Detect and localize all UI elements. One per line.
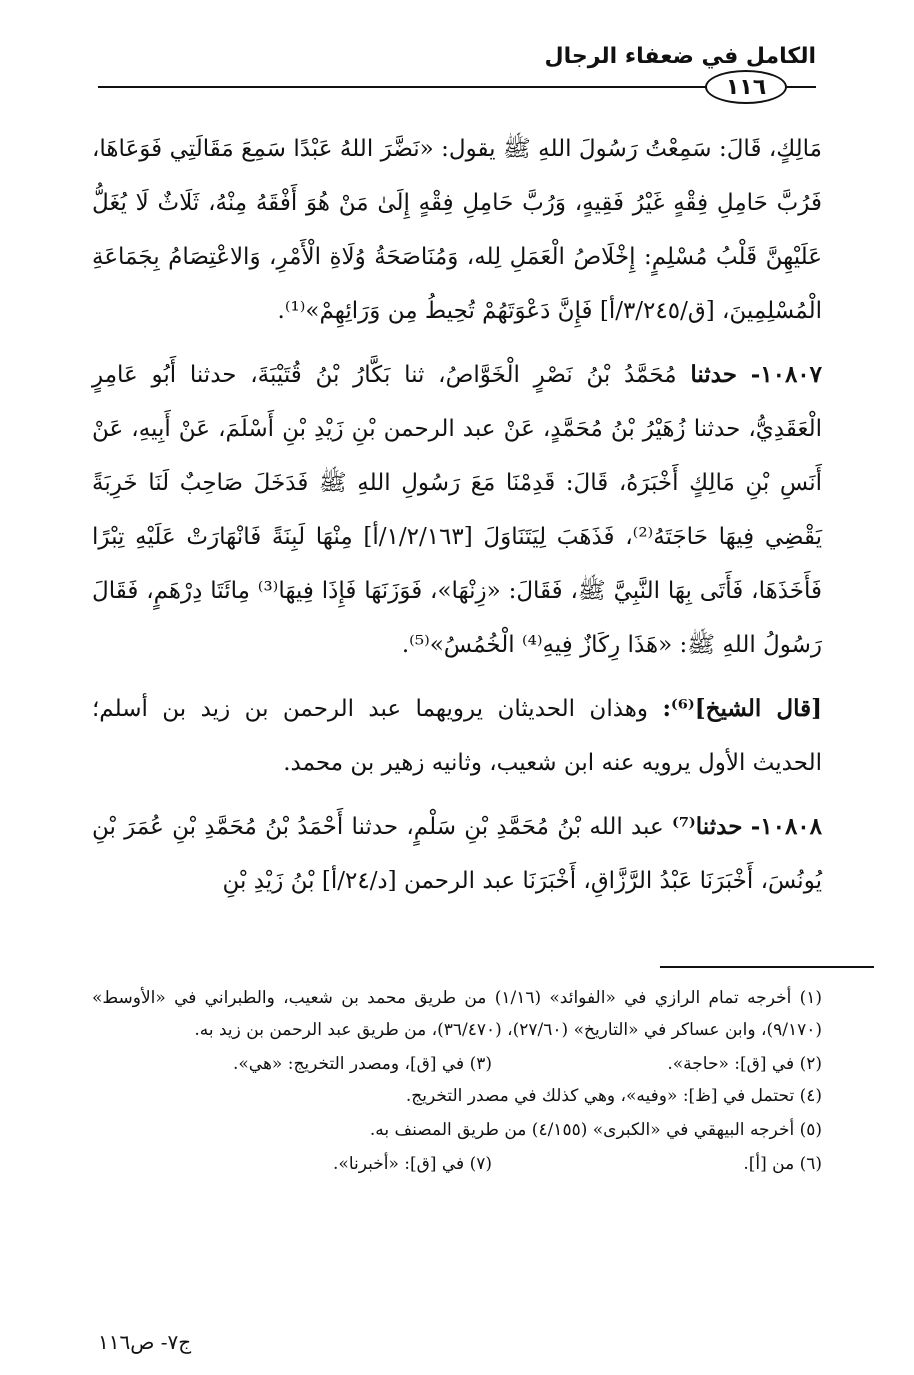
sheikh-text: وهذان الحديثان يرويهما عبد الرحمن بن زيد بن أسلم؛ الحديث الأول يرويه عنه ابن شعيب، وثانيه زهير بن محمد. xyxy=(92,696,822,776)
hadith-lead: حدثنا xyxy=(690,361,737,388)
hadith-number: ١٠٨٠٧- xyxy=(750,361,823,388)
footnote-row xyxy=(92,1148,822,1180)
footnote-4: (٤) تحتمل في [ظ]: «وفيه»، وهي كذلك في مصدر التخريج. xyxy=(405,1086,822,1106)
footnote-1: (١) أخرجه تمام الرازي في «الفوائد» (١/١٦) من طريق محمد بن شعيب، والطبراني في «الأوسط» (٩/١٧٠)، وابن عساكر في «التاريخ» (٢٧/٦٠)، (٣٦/٤٧٠)، من طريق عبد الرحمن بن زيد به. xyxy=(92,988,823,1040)
footnote-rule xyxy=(660,966,874,968)
footnote-5: (٥) أخرجه البيهقي في «الكبرى» (٤/١٥٥) من طريق المصنف به. xyxy=(369,1120,822,1140)
page-number-badge xyxy=(705,70,787,104)
volume-page-reference: ج٧- ص١١٦ xyxy=(98,1330,192,1354)
hadith-text: مُحَمَّدُ بْنُ نَصْرٍ الْخَوَّاصُ، ثنا بَكَّارُ بْنُ قُتَيْبَةَ، حدثنا أَبُو عَامِرٍ الْعَقَدِيُّ، حدثنا زُهَيْرُ بْنُ مُحَمَّدٍ، عَنْ عبد الرحمن بْنِ زَيْدِ بْنِ أَسْلَمَ، عَنْ أَبِيهِ، عَنْ أَنَسِ بْنِ مَالِكٍ أَخْبَرَهُ، قَالَ: قَدِمْنَا مَعَ رَسُولِ اللهِ ﷺ فَدَخَلَ صَاحِبٌ لَنَا خَرِبَةً يَقْضِي فِيهَا حَاجَتَهُ⁽²⁾، فَذَهَبَ لِيَتَنَاوَلَ [١/٢/١٦٣/أ] مِنْهَا لَبِنَةً فَانْهَارَتْ عَلَيْهِ تِبْرًا فَأَخَذَهَا، فَأَتَى بِهَا النَّبِيَّ ﷺ، فَقَالَ: «زِنْهَا»، فَوَزَنَهَا فَإِذَا فِيهَا⁽³⁾ مِائَتَا دِرْهَمٍ، فَقَالَ رَسُولُ اللهِ ﷺ: «هَذَا رِكَازٌ فِيهِ⁽⁴⁾ الْخُمُسُ»⁽⁵⁾. xyxy=(92,362,822,658)
paragraph-sheikh-comment xyxy=(92,682,822,790)
page-number: ١١٦ xyxy=(725,74,767,100)
running-title: الكامل في ضعفاء الرجال xyxy=(544,44,816,69)
hadith-number: ١٠٨٠٨- xyxy=(750,813,823,840)
paragraph-hadith-10807 xyxy=(92,348,822,672)
footnote-7: (٧) في [ق]: «أخبرنا». xyxy=(333,1154,492,1174)
hadith-lead: حدثنا⁽⁷⁾ xyxy=(671,813,743,840)
hadith-text: عبد الله بْنُ مُحَمَّدِ بْنِ سَلْمٍ، حدثنا أَحْمَدُ بْنُ مُحَمَّدِ بْنِ عُمَرَ بْنِ يُونُسَ، أَخْبَرَنَا عَبْدُ الرَّزَّاقِ، أَخْبَرَنَا عبد الرحمن [د/٢٤/أ] بْنُ زَيْدِ بْنِ xyxy=(92,814,822,894)
paragraph-1-text: مَالِكٍ، قَالَ: سَمِعْتُ رَسُولَ اللهِ ﷺ يقول: «نَضَّرَ اللهُ عَبْدًا سَمِعَ مَقَالَتِي فَوَعَاهَا، فَرُبَّ حَامِلِ فِقْهٍ غَيْرُ فَقِيهٍ، وَرُبَّ حَامِلِ فِقْهٍ إِلَىٰ مَنْ هُوَ أَفْقَهُ مِنْهُ، ثَلَاثٌ لَا يُغَلُّ عَلَيْهِنَّ قَلْبُ مُسْلِمٍ: إِخْلَاصُ الْعَمَلِ لِله، وَمُنَاصَحَةُ وُلَاةِ الْأَمْرِ، وَالاعْتِصَامُ بِجَمَاعَةِ الْمُسْلِمِينَ، [ق/٣/٢٤٥/أ] فَإِنَّ دَعْوَتَهُمْ تُحِيطُ مِن وَرَائِهِمْ»⁽¹⁾. xyxy=(92,136,822,324)
footnote-2: (٢) في [ق]: «حاجة». xyxy=(667,1054,822,1074)
paragraph-1 xyxy=(92,122,822,338)
footnote-6: (٦) من [أ]. xyxy=(743,1154,822,1174)
footnotes xyxy=(92,982,822,1180)
paragraph-hadith-10808 xyxy=(92,800,822,908)
sheikh-lead: [قال الشيخ]⁽⁶⁾: xyxy=(662,695,822,722)
footnote-row xyxy=(92,1048,822,1080)
footnote-3: (٣) في [ق]، ومصدر التخريج: «هي». xyxy=(232,1054,492,1074)
main-text xyxy=(92,122,822,908)
